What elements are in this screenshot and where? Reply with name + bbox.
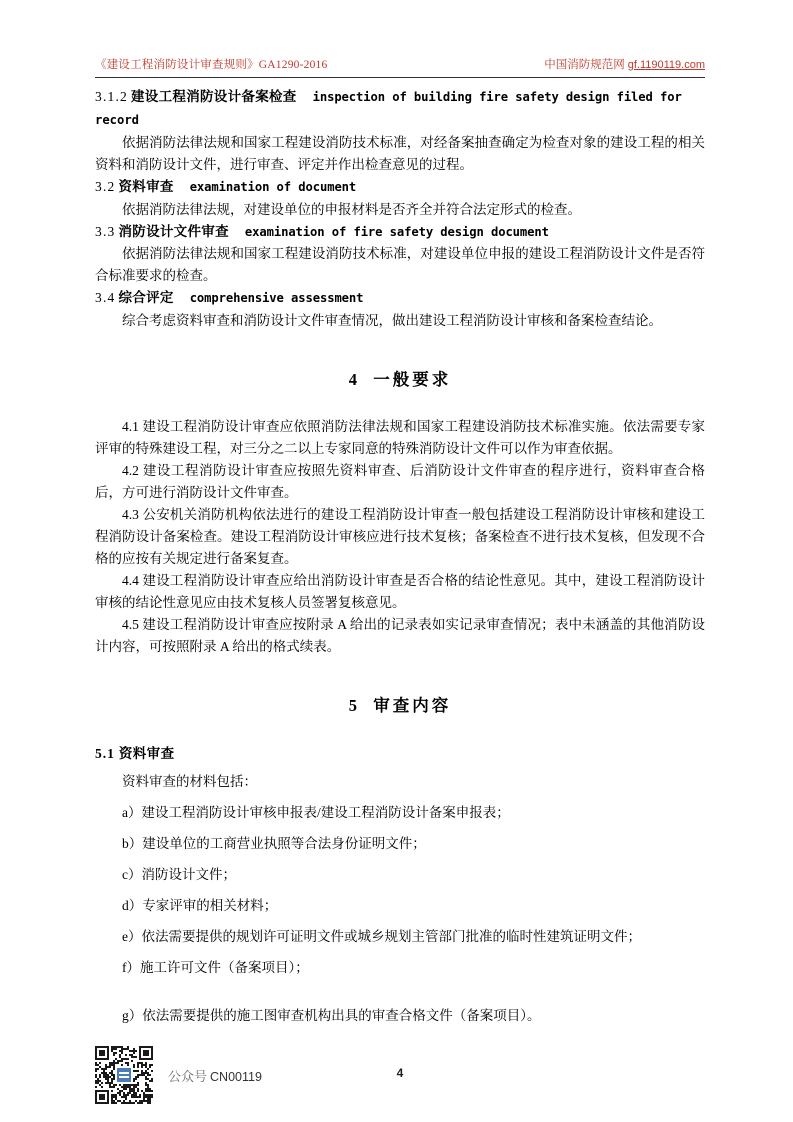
header-site-name: 中国消防规范网	[544, 59, 625, 71]
spacer	[95, 762, 705, 771]
list-item: b）建设单位的工商营业执照等合法身份证明文件；	[122, 836, 426, 852]
spacer	[95, 948, 705, 957]
subsection-number: 5.1	[95, 746, 115, 762]
list-item: c）消防设计文件；	[122, 867, 236, 883]
term-definition: 综合考虑资料审查和消防设计文件审查情况，做出建设工程消防设计审核和备案检查结论。	[122, 313, 662, 329]
term-chinese: 资料审查	[118, 178, 174, 194]
term-english-continued: record	[95, 112, 140, 127]
header-divider	[95, 77, 705, 78]
spacer	[95, 793, 705, 802]
section-number: 5	[348, 696, 359, 716]
spacer	[95, 855, 705, 864]
page-footer	[95, 1046, 705, 1106]
clause-4-4: 4.4 建设工程消防设计审查应给出消防设计审查是否合格的结论性意见。其中，建设工程消防设计审核的结论性意见应由技术复核人员签署复核意见。	[95, 573, 705, 611]
section-title-text: 审查内容	[373, 696, 452, 716]
header-watermark	[544, 56, 705, 72]
spacer	[95, 824, 705, 833]
term-definition: 依据消防法律法规和国家工程建设消防技术标准，对经备案抽查确定为检查对象的建设工程的相关资料和消防设计文件，进行审查、评定并作出检查意见的过程。	[95, 134, 705, 172]
section-heading-4	[95, 366, 705, 390]
spacer	[95, 917, 705, 926]
header-document-title: 《建设工程消防设计审查规则》GA1290-2016	[95, 59, 328, 71]
term-entry	[95, 176, 705, 221]
subsection-title-text: 资料审查	[118, 746, 175, 762]
clause-4-5: 4.5 建设工程消防设计审查应按附录 A 给出的记录表如实记录审查情况；表中未涵盖的其他消防设计内容，可按照附录 A 给出的格式续表。	[95, 617, 705, 655]
term-number: 3.4	[95, 290, 116, 306]
clause-4-3: 4.3 公安机关消防机构依法进行的建设工程消防设计审查一般包括建设工程消防设计审核和建设工程消防设计备案检查。建设工程消防设计审核应进行技术复核；备案检查不进行技术复核，但发现不合格的应按有关规定进行备案复查。	[95, 507, 705, 567]
term-heading	[95, 86, 705, 108]
spacer	[95, 390, 705, 416]
list-item: d）专家评审的相关材料；	[122, 898, 278, 914]
section-number: 4	[348, 370, 359, 390]
list-item: f）施工许可文件（备案项目）；	[122, 960, 309, 976]
term-definition: 依据消防法律法规，对建设单位的申报材料是否齐全并符合法定形式的检查。	[122, 201, 581, 217]
section-title-text: 一般要求	[373, 370, 452, 390]
term-number: 3.2	[95, 178, 116, 194]
term-chinese: 消防设计文件审查	[118, 223, 229, 239]
page-header	[95, 56, 705, 78]
page-number: 4	[396, 1066, 404, 1080]
term-entry	[95, 287, 705, 332]
term-chinese: 综合评定	[118, 290, 174, 306]
term-english: examination of document	[189, 179, 357, 194]
term-heading-continuation	[95, 109, 705, 131]
term-heading	[95, 221, 705, 243]
term-english: examination of fire safety design document	[244, 224, 549, 239]
clause-4-1: 4.1 建设工程消防设计审查应依照消防法律法规和国家工程建设消防技术标准实施。依法需要专家评审的特殊建设工程，对三分之二以上专家同意的特殊消防设计文件可以作为审查依据。	[95, 419, 705, 457]
term-entry	[95, 221, 705, 288]
term-heading	[95, 287, 705, 309]
header-site-url: gf.1190119.com	[627, 59, 705, 71]
document-body	[95, 86, 705, 1027]
spacer	[95, 332, 705, 366]
term-english: inspection of building fire safety design filed for	[312, 90, 682, 104]
term-definition: 依据消防法律法规和国家工程建设消防技术标准，对建设单位申报的建设工程消防设计文件是否符合标准要求的检查。	[95, 246, 705, 284]
spacer	[95, 886, 705, 895]
spacer	[95, 716, 705, 742]
spacer	[95, 658, 705, 692]
subsection-heading-5-1	[95, 742, 705, 762]
term-heading	[95, 176, 705, 198]
spacer	[95, 979, 705, 1005]
section-heading-5	[95, 692, 705, 716]
list-item: g）依法需要提供的施工图审查机构出具的审查合格文件（备案项目）。	[122, 1008, 541, 1024]
term-chinese: 建设工程消防设计备案检查	[131, 89, 297, 104]
footer-account-prefix: 公众号	[168, 1069, 208, 1084]
clause-4-2: 4.2 建设工程消防设计审查应按照先资料审查、后消防设计文件审查的程序进行，资料审查合格后，方可进行消防设计文件审查。	[95, 463, 705, 501]
footer-account-code: CN00119	[210, 1070, 262, 1084]
term-entry	[95, 86, 705, 176]
list-item: a）建设工程消防设计审核申报表/建设工程消防设计备案申报表；	[122, 805, 510, 821]
term-english: comprehensive assessment	[189, 291, 364, 306]
term-number: 3.1.2	[95, 89, 128, 104]
list-item: e）依法需要提供的规划许可证明文件或城乡规划主管部门批准的临时性建筑证明文件；	[122, 929, 641, 945]
subsection-lead-text: 资料审查的材料包括：	[122, 774, 257, 790]
term-number: 3.3	[95, 223, 116, 239]
